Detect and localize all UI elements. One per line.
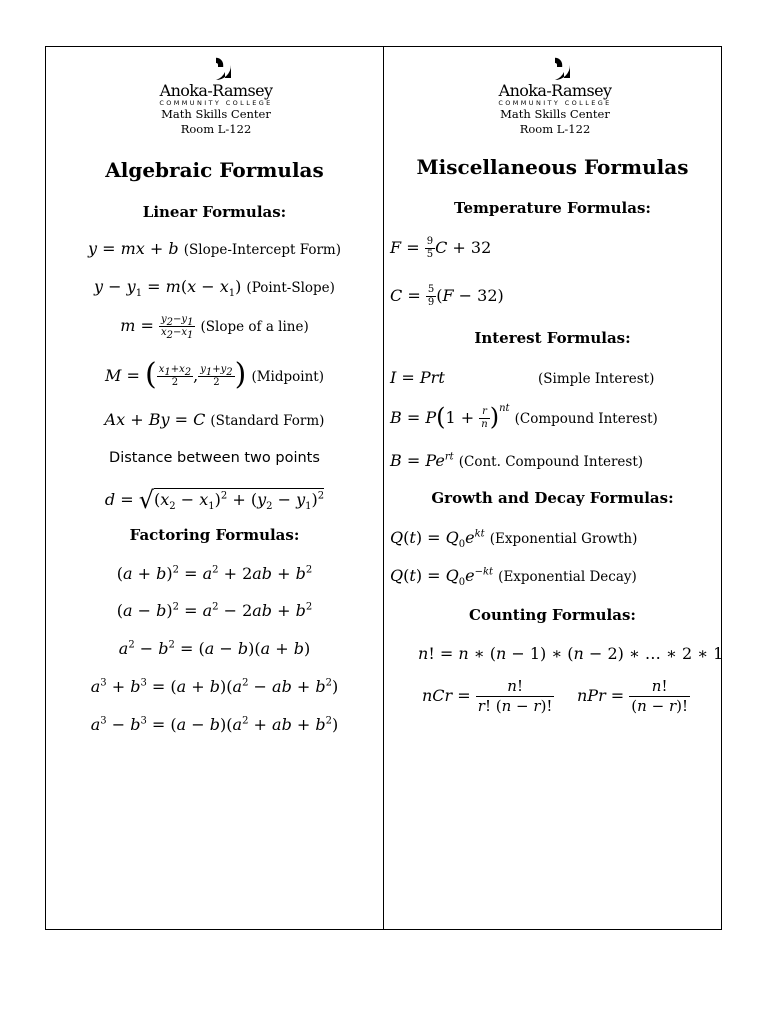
square-sum-formula: $(a + b)^2 = a^2 + 2ab + b^2$ (116, 564, 313, 583)
factorial-formula: n! = n ∗ (n − 1) ∗ (n − 2) ∗ … ∗ 2 ∗ 1 (418, 644, 724, 663)
distance-caption (46, 447, 383, 468)
right-column (384, 47, 724, 929)
distance-text: Distance between two points (109, 450, 320, 466)
midpoint-formula: M = ( $\frac{x_1+x_2}{2}$ , $\frac{y_1+y_2}{2}$ ) (Midpoint) (105, 356, 324, 392)
slope-intercept-formula: y = mx + b (Slope-Intercept Form) (88, 239, 341, 258)
room-number: Room L-122 (180, 121, 252, 136)
temperature-formulas-heading: Temperature Formulas: (454, 199, 651, 217)
difference-of-squares-formula: $a^2 - b^2 = (a - b)(a + b)$ (118, 639, 311, 658)
simple-interest-formula: I = Prt (Simple Interest) (390, 368, 655, 387)
slope-line-label: (Slope of a line) (200, 319, 309, 335)
college-logo-block (154, 47, 278, 137)
permutation-formula: nPr = $\frac{n!}{(n - r)!}$ (577, 677, 688, 715)
exponential-decay-label: (Exponential Decay) (498, 569, 637, 585)
misc-title: Miscellaneous Formulas (416, 155, 689, 179)
midpoint-label: (Midpoint) (251, 369, 324, 385)
center-name: Math Skills Center (500, 107, 610, 121)
center-name: Math Skills Center (161, 107, 271, 121)
slope-intercept-label: (Slope-Intercept Form) (183, 242, 341, 258)
continuous-interest-formula: $B = Pe^{rt}$ (Cont. Compound Interest) (390, 451, 644, 470)
difference-of-cubes-formula: $a^3 - b^3 = (a - b)(a^2$ + ab + $b^2$) (90, 715, 339, 734)
square-difference-formula: $(a - b)^2 = a^2 - 2ab + b^2$ (116, 601, 313, 620)
interest-formulas-heading: Interest Formulas: (474, 329, 631, 347)
standard-form-label: (Standard Form) (210, 413, 325, 429)
sum-of-cubes-formula: $a^3 + b^3 = (a + b)(a^2$ − ab + $b^2$) (90, 677, 339, 696)
anoka-ramsey-logo-icon (199, 48, 233, 82)
formula-sheet (45, 46, 722, 930)
anoka-ramsey-logo-icon (538, 48, 572, 82)
fahrenheit-formula: F = $\frac{9}{5}$ C + 32 (390, 236, 492, 260)
combination-formula: nCr = $\frac{n!}{r! (n - r)!}$ (422, 677, 553, 715)
compound-interest-formula: B = P(1 + $\frac{r}{n}$ )$^{nt}$ (Compound Interest) (390, 402, 658, 431)
exponential-growth-label: (Exponential Growth) (489, 531, 638, 547)
college-name: Anoka-Ramsey (159, 81, 273, 100)
page-title: Algebraic Formulas (105, 158, 324, 182)
room-number: Room L-122 (519, 121, 591, 136)
counting-formulas-heading: Counting Formulas: (469, 606, 636, 624)
left-column (46, 47, 383, 929)
college-name: Anoka-Ramsey (498, 81, 612, 100)
point-slope-formula: $y - y_1 = m(x - x_1)$ (Point-Slope) (94, 277, 335, 300)
standard-form-formula: Ax + By = C (Standard Form) (104, 410, 325, 429)
exponential-growth-formula: $Q(t) = Q_0e^{kt}$ (Exponential Growth) (390, 528, 638, 551)
celsius-formula: C = $\frac{5}{9}$ (F − 32) (390, 284, 504, 308)
growth-decay-heading: Growth and Decay Formulas: (431, 489, 674, 507)
distance-formula: $d = √(x_2 - x_1)^2 + (y_2 - y_1)^2$ (104, 486, 325, 514)
college-logo-block (493, 47, 617, 137)
simple-interest-label: (Simple Interest) (538, 371, 655, 387)
slope-formula: m = $\frac{y_2-y_1}{x_2-x_1}$ (Slope of a line) (120, 314, 309, 341)
college-subtitle: COMMUNITY COLLEGE (159, 99, 273, 107)
compound-interest-label: (Compound Interest) (514, 411, 658, 427)
college-subtitle: COMMUNITY COLLEGE (498, 99, 612, 107)
factoring-formulas-heading: Factoring Formulas: (129, 526, 300, 544)
exponential-decay-formula: $Q(t) = Q_0e^{-kt}$ (Exponential Decay) (390, 566, 637, 589)
linear-formulas-heading: Linear Formulas: (142, 203, 287, 221)
point-slope-label: (Point-Slope) (246, 280, 335, 296)
continuous-interest-label: (Cont. Compound Interest) (458, 454, 644, 470)
